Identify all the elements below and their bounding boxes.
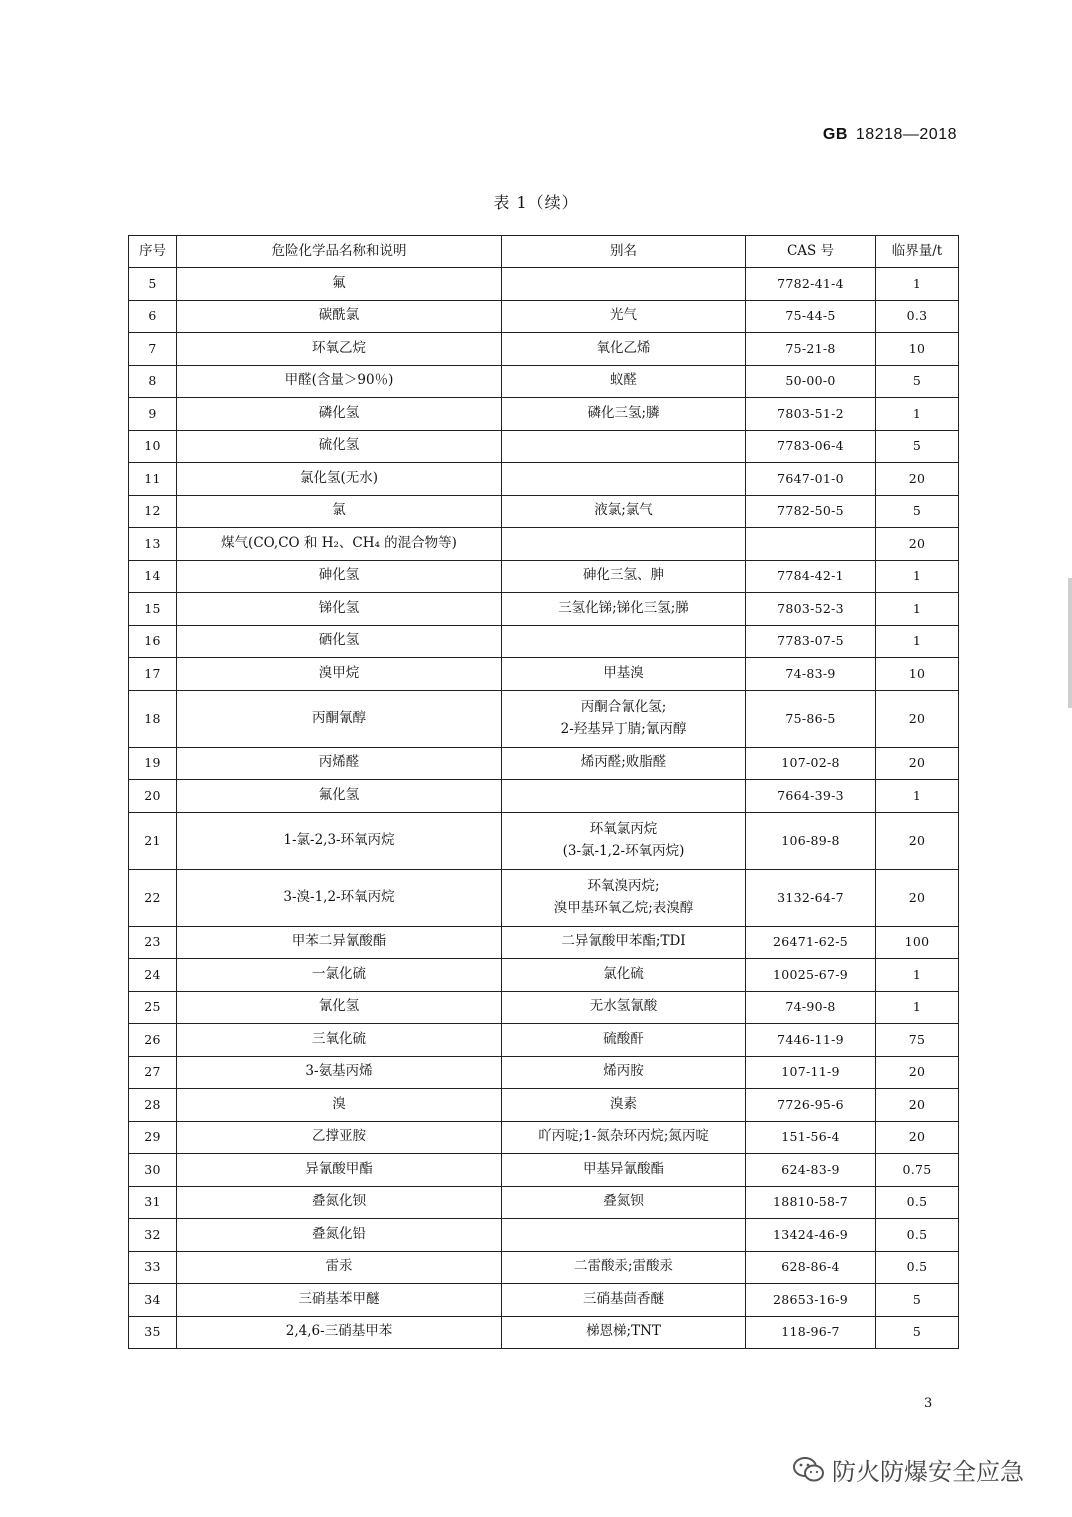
alias-cell: 二异氰酸甲苯酯;TDI: [502, 926, 746, 959]
chemical-name-cell: 雷汞: [177, 1251, 502, 1284]
threshold-qty-cell: 5: [876, 430, 959, 463]
table-row: [129, 1219, 959, 1252]
threshold-qty-cell: 1: [876, 593, 959, 626]
alias-cell: 三硝基茴香醚: [502, 1284, 746, 1317]
chemical-name-cell: 氟: [177, 268, 502, 301]
threshold-qty-cell: 1: [876, 780, 959, 813]
cas-number-cell: 10025-67-9: [746, 959, 876, 992]
table-row: [129, 690, 959, 747]
cas-number-cell: 7782-41-4: [746, 268, 876, 301]
alias-cell: 硫酸酐: [502, 1024, 746, 1057]
row-no-cell: 16: [129, 625, 177, 658]
table-row: [129, 300, 959, 333]
chemical-name-cell: 甲醛(含量＞90％): [177, 365, 502, 398]
row-no-cell: 32: [129, 1219, 177, 1252]
chemical-name-cell: 氰化氢: [177, 991, 502, 1024]
table-row: [129, 495, 959, 528]
cas-number-cell: 7784-42-1: [746, 560, 876, 593]
chemical-name-cell: 硫化氢: [177, 430, 502, 463]
threshold-qty-cell: 1: [876, 625, 959, 658]
alias-line-2: (3-氯-1,2-环氧丙烷): [562, 842, 685, 859]
alias-cell: [502, 528, 746, 561]
alias-cell: 氧化乙烯: [502, 333, 746, 366]
alias-cell: [502, 430, 746, 463]
table-row: [129, 333, 959, 366]
cas-number-cell: 7446-11-9: [746, 1024, 876, 1057]
alias-cell: 二雷酸汞;雷酸汞: [502, 1251, 746, 1284]
table-row: [129, 991, 959, 1024]
threshold-qty-cell: 20: [876, 812, 959, 869]
chemical-name-cell: 甲苯二异氰酸酯: [177, 926, 502, 959]
chemical-name-cell: 3-溴-1,2-环氧丙烷: [177, 869, 502, 926]
chemical-name-cell: 砷化氢: [177, 560, 502, 593]
alias-cell: 烯丙醛;败脂醛: [502, 747, 746, 780]
table-row: [129, 1284, 959, 1317]
cas-number-cell: 7803-51-2: [746, 398, 876, 431]
table-row: [129, 463, 959, 496]
row-no-cell: 5: [129, 268, 177, 301]
threshold-qty-cell: 0.75: [876, 1154, 959, 1187]
table-row: [129, 1024, 959, 1057]
row-no-cell: 8: [129, 365, 177, 398]
threshold-qty-cell: 1: [876, 268, 959, 301]
row-no-cell: 26: [129, 1024, 177, 1057]
row-no-cell: 28: [129, 1089, 177, 1122]
alias-cell: 梯恩梯;TNT: [502, 1316, 746, 1349]
chemical-name-cell: 碳酰氯: [177, 300, 502, 333]
table-row: [129, 780, 959, 813]
alias-cell: [502, 812, 746, 869]
row-no-cell: 30: [129, 1154, 177, 1187]
cas-number-cell: 26471-62-5: [746, 926, 876, 959]
cas-number-cell: 7783-07-5: [746, 625, 876, 658]
alias-line-1: 丙酮合氰化氢;: [580, 698, 667, 715]
threshold-qty-cell: 75: [876, 1024, 959, 1057]
chemical-name-cell: 一氯化硫: [177, 959, 502, 992]
chemical-name-cell: 锑化氢: [177, 593, 502, 626]
threshold-qty-cell: 0.5: [876, 1251, 959, 1284]
col-header-qty: 临界量/t: [876, 236, 959, 268]
row-no-cell: 10: [129, 430, 177, 463]
alias-line-1: 环氧溴丙烷;: [587, 877, 660, 894]
cas-number-cell: 628-86-4: [746, 1251, 876, 1284]
chemical-name-cell: 叠氮化铅: [177, 1219, 502, 1252]
row-no-cell: 13: [129, 528, 177, 561]
threshold-qty-cell: 20: [876, 1056, 959, 1089]
table-row: [129, 1154, 959, 1187]
table-row: [129, 747, 959, 780]
alias-cell: [502, 463, 746, 496]
alias-cell: 砷化三氢、胂: [502, 560, 746, 593]
alias-cell: 氯化硫: [502, 959, 746, 992]
row-no-cell: 11: [129, 463, 177, 496]
cas-number-cell: 18810-58-7: [746, 1186, 876, 1219]
threshold-qty-cell: 5: [876, 495, 959, 528]
alias-line-2: 溴甲基环氧乙烷;表溴醇: [553, 899, 694, 916]
col-header-name: 危险化学品名称和说明: [177, 236, 502, 268]
cas-number-cell: 3132-64-7: [746, 869, 876, 926]
row-no-cell: 24: [129, 959, 177, 992]
row-no-cell: 20: [129, 780, 177, 813]
threshold-qty-cell: 20: [876, 747, 959, 780]
cas-number-cell: 7783-06-4: [746, 430, 876, 463]
row-no-cell: 18: [129, 690, 177, 747]
standard-number: [823, 126, 957, 144]
cas-number-cell: 75-86-5: [746, 690, 876, 747]
threshold-qty-cell: 1: [876, 959, 959, 992]
alias-cell: 叠氮钡: [502, 1186, 746, 1219]
table-row: [129, 658, 959, 691]
row-no-cell: 19: [129, 747, 177, 780]
chemical-name-cell: 溴: [177, 1089, 502, 1122]
cas-number-cell: 7664-39-3: [746, 780, 876, 813]
cas-number-cell: 118-96-7: [746, 1316, 876, 1349]
col-header-alias: 别名: [502, 236, 746, 268]
table-row: [129, 528, 959, 561]
alias-cell: 磷化三氢;膦: [502, 398, 746, 431]
table-row: [129, 268, 959, 301]
row-no-cell: 14: [129, 560, 177, 593]
threshold-qty-cell: 0.3: [876, 300, 959, 333]
table-row: [129, 1056, 959, 1089]
chemical-name-cell: 1-氯-2,3-环氧丙烷: [177, 812, 502, 869]
chemical-table: [128, 235, 959, 1349]
alias-cell: 三氢化锑;锑化三氢;䏲: [502, 593, 746, 626]
threshold-qty-cell: 10: [876, 658, 959, 691]
cas-number-cell: 7726-95-6: [746, 1089, 876, 1122]
cas-number-cell: [746, 528, 876, 561]
row-no-cell: 34: [129, 1284, 177, 1317]
alias-cell: [502, 869, 746, 926]
threshold-qty-cell: 20: [876, 528, 959, 561]
alias-cell: 吖丙啶;1-氮杂环丙烷;氮丙啶: [502, 1121, 746, 1154]
table-row: [129, 398, 959, 431]
row-no-cell: 15: [129, 593, 177, 626]
threshold-qty-cell: 1: [876, 560, 959, 593]
watermark-text: 防火防爆安全应急: [832, 1458, 1024, 1486]
table-row: [129, 1121, 959, 1154]
table-row: [129, 959, 959, 992]
watermark: [792, 1452, 1024, 1487]
row-no-cell: 33: [129, 1251, 177, 1284]
table-header-row: [129, 236, 959, 268]
table-title: 表 1（续）: [493, 193, 579, 212]
threshold-qty-cell: 10: [876, 333, 959, 366]
row-no-cell: 7: [129, 333, 177, 366]
row-no-cell: 9: [129, 398, 177, 431]
threshold-qty-cell: 5: [876, 365, 959, 398]
chemical-name-cell: 丙烯醛: [177, 747, 502, 780]
chemical-name-cell: 氯化氢(无水): [177, 463, 502, 496]
chemical-name-cell: 氟化氢: [177, 780, 502, 813]
table-row: [129, 812, 959, 869]
alias-cell: 光气: [502, 300, 746, 333]
cas-number-cell: 7647-01-0: [746, 463, 876, 496]
cas-number-cell: 107-02-8: [746, 747, 876, 780]
threshold-qty-cell: 0.5: [876, 1219, 959, 1252]
table-row: [129, 1316, 959, 1349]
chemical-name-cell: 煤气(CO,CO 和 H₂、CH₄ 的混合物等): [177, 528, 502, 561]
page-number: 3: [924, 1396, 933, 1411]
table-row: [129, 1089, 959, 1122]
cas-number-cell: 74-83-9: [746, 658, 876, 691]
alias-cell: 甲基溴: [502, 658, 746, 691]
alias-cell: 蚁醛: [502, 365, 746, 398]
chemical-name-cell: 叠氮化钡: [177, 1186, 502, 1219]
page-edge-mark: [1068, 578, 1072, 708]
cas-number-cell: 75-21-8: [746, 333, 876, 366]
cas-number-cell: 13424-46-9: [746, 1219, 876, 1252]
row-no-cell: 29: [129, 1121, 177, 1154]
table-row: [129, 1186, 959, 1219]
threshold-qty-cell: 5: [876, 1284, 959, 1317]
table-row: [129, 560, 959, 593]
cas-number-cell: 75-44-5: [746, 300, 876, 333]
table-row: [129, 430, 959, 463]
table-row: [129, 625, 959, 658]
cas-number-cell: 106-89-8: [746, 812, 876, 869]
col-header-cas: CAS 号: [746, 236, 876, 268]
alias-cell: 液氯;氯气: [502, 495, 746, 528]
alias-cell: [502, 1219, 746, 1252]
threshold-qty-cell: 1: [876, 398, 959, 431]
standard-code: 18218—2018: [855, 126, 957, 143]
chemical-name-cell: 环氧乙烷: [177, 333, 502, 366]
alias-cell: 甲基异氰酸酯: [502, 1154, 746, 1187]
alias-cell: [502, 268, 746, 301]
alias-cell: [502, 690, 746, 747]
threshold-qty-cell: 20: [876, 463, 959, 496]
table-body: [129, 268, 959, 1349]
standard-prefix: GB: [822, 126, 848, 143]
table-row: [129, 926, 959, 959]
chemical-name-cell: 丙酮氰醇: [177, 690, 502, 747]
cas-number-cell: 74-90-8: [746, 991, 876, 1024]
threshold-qty-cell: 5: [876, 1316, 959, 1349]
row-no-cell: 22: [129, 869, 177, 926]
threshold-qty-cell: 20: [876, 690, 959, 747]
row-no-cell: 12: [129, 495, 177, 528]
row-no-cell: 23: [129, 926, 177, 959]
table-row: [129, 1251, 959, 1284]
alias-line-2: 2-羟基异丁腈;氰丙醇: [560, 720, 687, 737]
chemical-name-cell: 磷化氢: [177, 398, 502, 431]
row-no-cell: 35: [129, 1316, 177, 1349]
cas-number-cell: 50-00-0: [746, 365, 876, 398]
chemical-name-cell: 3-氨基丙烯: [177, 1056, 502, 1089]
cas-number-cell: 107-11-9: [746, 1056, 876, 1089]
alias-cell: [502, 625, 746, 658]
table-row: [129, 869, 959, 926]
chemical-name-cell: 三硝基苯甲醚: [177, 1284, 502, 1317]
threshold-qty-cell: 20: [876, 1089, 959, 1122]
table-row: [129, 365, 959, 398]
chemical-name-cell: 三氧化硫: [177, 1024, 502, 1057]
cas-number-cell: 7803-52-3: [746, 593, 876, 626]
chemical-name-cell: 乙撑亚胺: [177, 1121, 502, 1154]
row-no-cell: 17: [129, 658, 177, 691]
row-no-cell: 6: [129, 300, 177, 333]
threshold-qty-cell: 1: [876, 991, 959, 1024]
threshold-qty-cell: 20: [876, 1121, 959, 1154]
chemical-name-cell: 氯: [177, 495, 502, 528]
alias-cell: 溴素: [502, 1089, 746, 1122]
cas-number-cell: 28653-16-9: [746, 1284, 876, 1317]
alias-cell: 无水氢氰酸: [502, 991, 746, 1024]
chemical-name-cell: 2,4,6-三硝基甲苯: [177, 1316, 502, 1349]
row-no-cell: 31: [129, 1186, 177, 1219]
row-no-cell: 27: [129, 1056, 177, 1089]
cas-number-cell: 7782-50-5: [746, 495, 876, 528]
row-no-cell: 21: [129, 812, 177, 869]
chemical-name-cell: 异氰酸甲酯: [177, 1154, 502, 1187]
cas-number-cell: 151-56-4: [746, 1121, 876, 1154]
row-no-cell: 25: [129, 991, 177, 1024]
chemical-name-cell: 溴甲烷: [177, 658, 502, 691]
table-row: [129, 593, 959, 626]
threshold-qty-cell: 20: [876, 869, 959, 926]
threshold-qty-cell: 100: [876, 926, 959, 959]
alias-cell: [502, 780, 746, 813]
alias-line-1: 环氧氯丙烷: [589, 820, 658, 837]
wechat-icon: [792, 1456, 826, 1484]
col-header-no: 序号: [129, 236, 177, 268]
threshold-qty-cell: 0.5: [876, 1186, 959, 1219]
cas-number-cell: 624-83-9: [746, 1154, 876, 1187]
chemical-name-cell: 硒化氢: [177, 625, 502, 658]
alias-cell: 烯丙胺: [502, 1056, 746, 1089]
